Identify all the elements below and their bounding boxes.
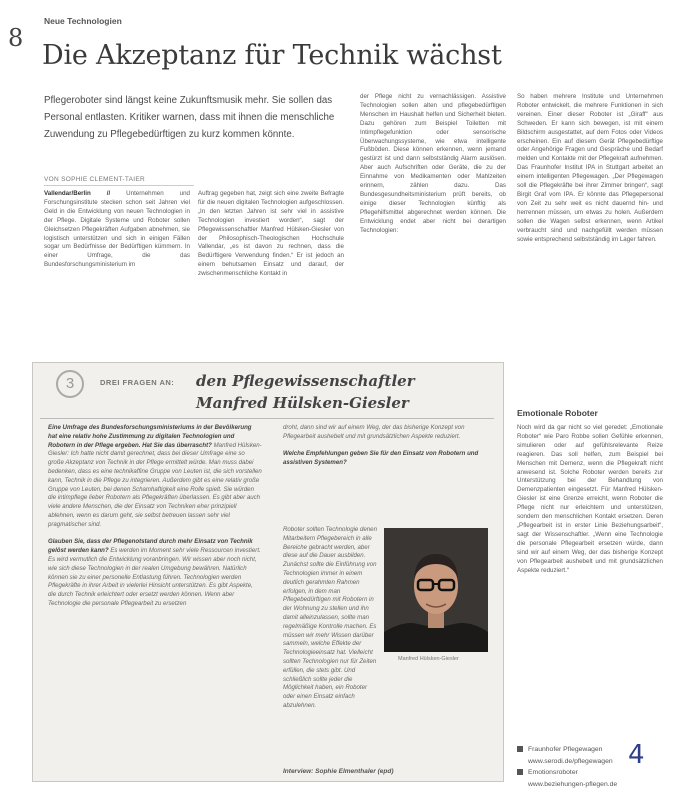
link-list	[517, 744, 617, 790]
box-label: DREI FRAGEN AN:	[100, 378, 175, 387]
byline-divider	[44, 185, 194, 186]
box-column-right-bottom	[283, 666, 493, 764]
link-item[interactable]	[517, 779, 617, 791]
column-4-text: So haben mehrere Institute und Unternehmen Roboter entwickelt, die mehrere Funktionen in sich vereinen. Einer dieser Roboter ist „Giraff“ aus Schweden. Er kann sich bewegen, ist mit einem Bildschirm ausgestattet, auf dem Fotos oder Videos erscheinen. Ein auf diesem Gerät Pflegebedürftige oder Angehörige Fragen und Gespräche und Bedarf melden und Kontakte mit der Pflegekraft aufnehmen. Das Fraunhofer Institut IPA in Stuttgart arbeitet an einem intelligenten Pflegewagen. „Der Pflegewagen soll die Pflegekräfte bei ihrer Zimmer bringen“, sagt Birgit Graf vom IPA. Er könnte das Pflegepersonal von Zeit zu sehr weit es nicht dauernd hin- und herrennen müssen, um etwas zu holen. Außerdem sollen die Wagen selbst erkennen, wenn Artikel verbraucht sind und nachgefüllt werden müssen sowie entsprechend selbstständig im Lager fahren.	[517, 93, 663, 243]
portrait-illustration	[384, 528, 488, 652]
interview-credit: Interview: Sophie Elmenthaler (epd)	[283, 768, 394, 775]
box-number-badge: 3	[56, 370, 84, 398]
question-1: Eine Umfrage des Bundesforschungsministeriums in der Bevölkerung hat eine relativ hohe Zustimmung zu digitalen Technologien und Robotern in der Pflege ergeben. Hat Sie das überrascht?	[48, 424, 252, 449]
column-1	[44, 190, 190, 340]
byline: VON SOPHIE CLEMENT-TAIER	[44, 176, 145, 183]
bullet-square-icon	[517, 769, 523, 775]
answer-2: Es werden im Moment sehr viele Ressourcen investiert. Es wird vermutlich die Entwicklung voranbringen. Wir wissen aber noch nicht, wie sich diese Technologien in der realen Umgebung bewähren. Natürlich können sie zu einer personelle Entlastung führen. Technologien werden Pflegekräfte in ihrer Arbeit in vielerlei Hinsicht unterstützen. Es gibt Aspekte, die durch Technik erleichtert oder ersetzt werden können. Wenn aber Technologie die personale Pflegearbeit zu ersetzen	[48, 547, 261, 607]
column-4b-text: Noch wird da gar nicht so viel geredet: „Emotionale Roboter“ wie Paro Robbe sollen Gefühle erkennen, simulieren oder auf gefühlsrelevante Reize reagieren. Das soll helfen, zum Beispiel bei Menschen mit Demenz, wenn die Pflegekraft nicht anwesend ist. Solche Roboter werden bereits zur Unterstützung bei der Behandlung von Demenzpatienten eingesetzt. Für Manfred Hülsken-Giesler ist eine Grenze erreicht, wenn Roboter die Pflege nicht nur erleichtern und unterstützen, sondern den menschlichen Kontakt ersetzen. Deren „Pflegearbeit ist in erster Linie Beziehungsarbeit“, sagt der Wissenschaftler. „Wenn eine Technologie die personale Pflegearbeit ersetzen würde, dann sind wir auf einem Weg, der das bisherige Konzept von Pflegearbeit aushebelt und mit grundsätzlichen Aspekte reduziert.“	[517, 424, 663, 574]
link-item[interactable]	[517, 744, 617, 756]
box-column-right-mid	[283, 526, 379, 709]
column-3-text: der Pflege nicht zu vernachlässigen. Assistive Technologien sollen alten und pflegebedürftigen Menschen im Haushalt helfen und Sicherheit bieten. Dazu gehören zum Beispiel Toiletten mit Intimpflegefunktion oder sensorische Überwachungssysteme, wie etwa intelligente Fußböden. Diese können erkennen, wenn jemand gestürzt ist und dann selbstständig Alarm auslösen. Aber auch Aufschriften oder Geräte, die zu der Einnahme von Medikamenten oder Mahlzeiten erinnern, zählen dazu. Das Bundesgesundheitsministerium prüft bereits, ob einige dieser Technologien künftig als Pflegehilfsmittel abgerechnet werden können. Die Entwicklung endet aber nicht bei derartigen Technologien:	[360, 93, 506, 234]
subhead-emotionale-roboter: Emotionale Roboter	[517, 408, 598, 418]
dateline: Vallendar/Berlin //	[44, 190, 111, 197]
photo-caption: Manfred Hülsken-Giesler	[398, 656, 459, 662]
column-4	[517, 93, 663, 395]
link-label: Fraunhofer Pflegewagen	[528, 746, 603, 753]
link-label: Emotionsroboter	[528, 769, 578, 776]
link-url: www.serodi.de/pflegewagen	[528, 757, 613, 765]
column-4b	[517, 424, 663, 736]
column-2	[198, 190, 344, 340]
box-title-line2: Manfred Hülsken-Giesler	[196, 394, 409, 412]
link-url: www.beziehungen-pflegen.de	[528, 780, 618, 788]
box-column-right-top	[283, 424, 493, 520]
lead-paragraph: Pflegeroboter sind längst keine Zukunftsmusik mehr. Sie sollen das Personal entlasten. Kritiker warnen, dass mit ihnen die menschliche Zuwendung zu Pflegebedürftigen zu kurz kommen könnte.	[44, 95, 335, 140]
portrait-photo	[384, 528, 488, 652]
box-column-left	[48, 424, 262, 766]
column-1-text: Unternehmen und Forschungsinstitute stecken schon seit Jahren viel Geld in die Entwicklung von neuen Technologien in der Pflege. Digitale Systeme und Roboter sollen Gleichsetzen Pflegekräften Aufgaben abnehmen, sie logistisch unterstützen und sich in einigen Fällen sogar um Bedürfnisse der Bedürftigen kümmern. In einer Umfrage, die das Bundesforschungsministerium im	[44, 190, 190, 269]
box-header-divider	[40, 418, 494, 419]
column-2-text: Auftrag gegeben hat, zeigt sich eine zweite Befragte für die neuen digitalen Technologien aufgeschlossen. „In den letzten Jahren ist sehr viel in assistive Technologien investiert worden“, sagt der Pflegewissenschaftler Manfred Hülsken-Giesler von der Philosophisch-Theologischen Hochschule Vallendar, „es ist davon zu rechnen, dass die Bedürftigere Verwendung finden.“ Er ist jedoch an einem behutsamen Einsatz und darauf, der zwischenmenschliche Kontakt in	[198, 190, 344, 278]
headline: Die Akzeptanz für Technik wächst	[42, 40, 502, 71]
link-item[interactable]	[517, 756, 617, 768]
box-title	[196, 370, 415, 414]
page-number: 4	[628, 740, 645, 770]
bullet-square-icon	[517, 746, 523, 752]
question-2: Glauben Sie, dass der Pflegenotstand durch mehr Einsatz von Technik gelöst werden kann?	[48, 538, 253, 555]
answer-1: Manfred Hülsken-Giesler: Ich hatte nicht damit gerechnet, dass bei dieser Umfrage eine so große Akzeptanz von Technik in der Pflege ermittelt würde. Man muss dabei bedenken, dass es eine technikaffine Gruppe von Leuten ist, die sich vorstellen kann, Technik in die Pflege zu integrieren. Außerdem gibt es eine relativ große Gruppe von Leuten, bei denen Schamhaftigkeit eine Rolle spielt. Sie würden die intimpflege lieber Robotern als Pflegekräften überlassen. Es gibt aber auch viele andere Menschen, die der Einsatz von Techniken eher prinzipiell ablehnen, wenn es darum geht, sie selbst betreuen lassen sehr viel pragmatischer sind.	[48, 441, 262, 528]
section-label: Neue Technologien	[44, 16, 122, 26]
answer-2-continued: droht, dann sind wir auf einem Weg, der das bisherige Konzept von Pflegearbeit aushebelt und mit grundsätzlichen Aspekte reduziert.	[283, 424, 465, 440]
answer-3: Roboter sollten Technologie denen Mitarbeitern Pflegebereich in alle Bereiche gebracht werden, aber diese auf die Dauer ausbilden. Zunächst sollte die Einführung von Technologien immer in einem deutlich gerahmten Rahmen erfolgen, in dem man Pflegebedürftigen mit Robotern in der Wohnung zu stellen und ihn damit alleinzulassen, sollte man regelmäßige Kontrolle machen. Es müssen wir mehr Wissen darüber sammeln, welche Effekte der Technologieeinsatz hat. Vielleicht sollten Technologien nur für Zeiten erfüllen, die stets gibt. Und schließlich sollte jeder die Möglichkeit haben, ein Roboter oder einen Einsatz einfach abzulehnen.	[283, 526, 377, 709]
column-3	[360, 93, 506, 341]
box-title-line1: den Pflegewissenschaftler	[196, 372, 415, 390]
link-item[interactable]	[517, 767, 617, 779]
margin-mark: 8	[8, 24, 24, 52]
question-3: Welche Empfehlungen geben Sie für den Einsatz von Robotern und assistiven Systemen?	[283, 450, 479, 467]
